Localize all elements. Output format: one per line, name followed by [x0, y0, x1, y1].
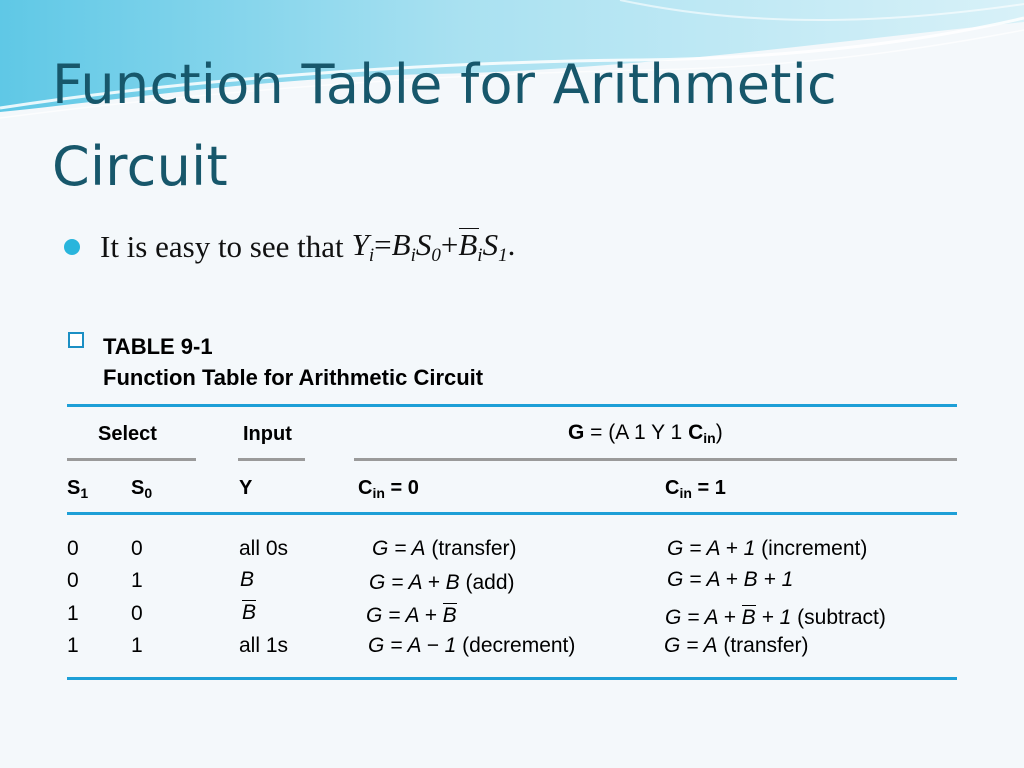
col-s0-sub: 0	[144, 485, 153, 501]
row1-g-cin0	[372, 536, 517, 562]
eq-plus: +	[440, 227, 459, 262]
row4-s1: 1	[67, 634, 79, 657]
row2-g0-note: (add)	[465, 571, 515, 594]
row3-g-cin0	[366, 603, 457, 629]
row2-s0: 1	[131, 569, 143, 592]
square-bullet-icon	[68, 332, 84, 348]
eq-sub: i	[368, 245, 375, 266]
row4-g1-expr: G = A	[664, 634, 718, 657]
row1-g0-note: (transfer)	[431, 537, 517, 560]
row1-g-cin1	[667, 536, 867, 562]
col-s1-label: S	[67, 477, 81, 499]
row2-g1-expr: G = A + B + 1	[667, 568, 794, 591]
row4-g0-note: (decrement)	[462, 634, 576, 657]
eq-y: Y	[351, 227, 369, 262]
eq-sub: i	[477, 245, 483, 266]
row2-s1: 0	[67, 569, 79, 592]
row4-y: all 1s	[239, 634, 289, 657]
col-cin1-rest: = 1	[691, 477, 726, 499]
row3-g1-post: + 1	[755, 606, 792, 629]
row1-s0: 0	[131, 537, 143, 560]
row1-g1-expr: G = A + 1	[667, 537, 756, 560]
row4-g-cin0	[368, 633, 575, 659]
row3-g1-bbar: B	[741, 606, 756, 629]
eq-b-bar: B	[458, 227, 478, 262]
row4-g1-note: (transfer)	[723, 634, 809, 657]
col-cin1	[665, 475, 726, 506]
row3-g1-note: (subtract)	[797, 606, 886, 629]
bullet-point	[64, 222, 515, 272]
row4-g-cin1	[664, 633, 809, 659]
col-cin0-sub: in	[372, 485, 385, 501]
header-cin-sub: in	[703, 430, 716, 446]
eq-sub: 0	[431, 245, 441, 266]
row3-g1-expr: G = A +	[665, 606, 742, 629]
row3-g0-bbar: B	[442, 604, 457, 627]
col-cin0-c: C	[358, 477, 373, 499]
col-s0-label: S	[131, 477, 145, 499]
row4-g0-expr: G = A − 1	[368, 634, 457, 657]
header-input: Input	[243, 423, 292, 445]
eq-sub: i	[410, 245, 416, 266]
table-caption	[103, 331, 483, 393]
row1-s1: 0	[67, 537, 79, 560]
table-header-rule	[67, 512, 957, 515]
header-cin: C	[688, 421, 704, 444]
equation	[352, 227, 516, 267]
select-group-rule	[67, 458, 196, 461]
eq-s: S	[415, 227, 432, 262]
eq-period: .	[507, 227, 516, 262]
row3-g0-expr: G = A +	[366, 604, 443, 627]
row1-g1-note: (increment)	[761, 537, 868, 560]
header-select: Select	[98, 423, 157, 445]
col-s1-sub: 1	[80, 485, 89, 501]
row3-y	[242, 600, 256, 626]
row2-g-cin0	[369, 570, 515, 596]
row3-y-bar: B	[242, 601, 257, 624]
eq-s: S	[482, 227, 499, 262]
row4-s0: 1	[131, 634, 143, 657]
row3-s1: 1	[67, 602, 79, 625]
bullet-text: It is easy to see that	[100, 229, 344, 264]
header-g-eq: = (A 1 Y 1	[584, 421, 689, 444]
row2-y: B	[240, 568, 255, 591]
col-s0	[131, 475, 152, 506]
col-cin1-sub: in	[679, 485, 692, 501]
eq-b: B	[391, 227, 411, 262]
row2-g-cin1	[667, 567, 793, 593]
header-g: G	[568, 421, 585, 444]
row2-g0-expr: G = A + B	[369, 571, 460, 594]
col-y: Y	[239, 477, 253, 499]
input-group-rule	[238, 458, 305, 461]
header-output	[568, 420, 723, 451]
col-cin0-rest: = 0	[384, 477, 419, 499]
col-cin1-c: C	[665, 477, 680, 499]
slide-title: Function Table for Arithmetic Circuit	[52, 53, 838, 198]
eq-equals: =	[374, 227, 392, 262]
table-title: Function Table for Arithmetic Circuit	[103, 365, 484, 390]
table-number: TABLE 9-1	[103, 334, 213, 359]
row1-g0-expr: G = A	[372, 537, 426, 560]
row3-g-cin1	[665, 605, 886, 631]
row1-y: all 0s	[239, 537, 289, 560]
row3-s0: 0	[131, 602, 143, 625]
col-cin0	[358, 475, 419, 506]
header-close: )	[715, 421, 723, 444]
eq-sub: 1	[498, 245, 508, 266]
output-group-rule	[354, 458, 957, 461]
table-bottom-rule	[67, 677, 957, 680]
table-top-rule	[67, 404, 957, 407]
col-s1	[67, 475, 88, 506]
bullet-dot-icon	[64, 239, 80, 255]
